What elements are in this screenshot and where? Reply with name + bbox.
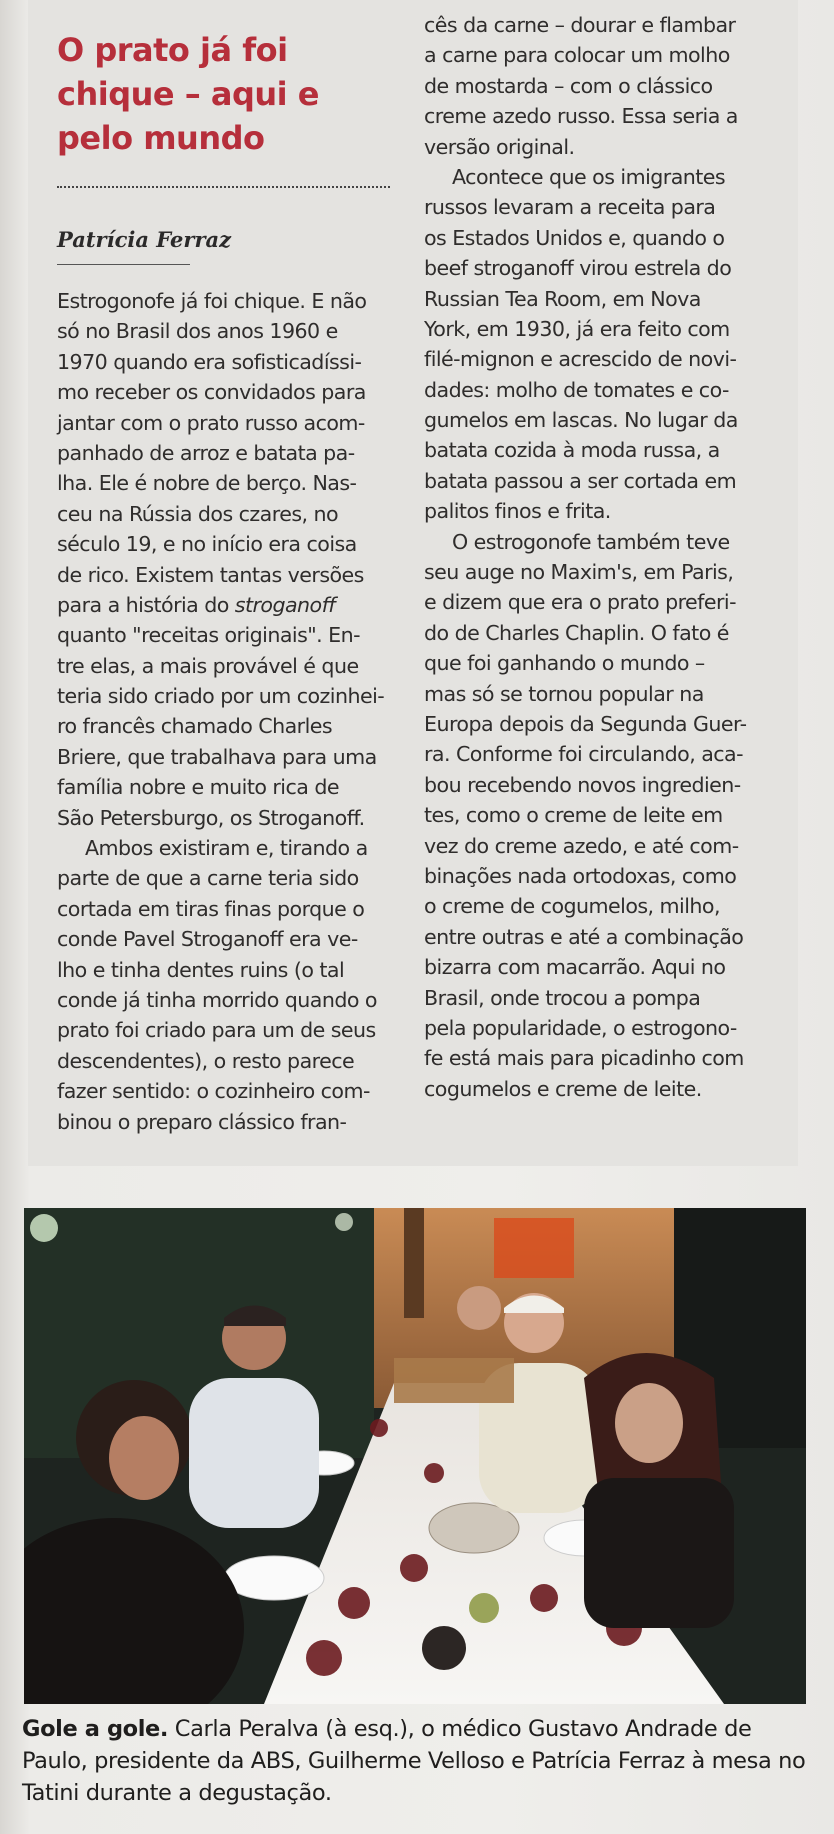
article-line: pela popularidade, o estrogono- xyxy=(424,1015,737,1040)
restaurant-photo-illustration xyxy=(24,1208,806,1704)
article-line: jantar com o prato russo acom- xyxy=(57,410,365,435)
article-line: ro francês chamado Charles xyxy=(57,714,333,739)
article-line: de rico. Existem tantas versões xyxy=(57,562,364,587)
article-line: que foi ganhando o mundo – xyxy=(424,651,705,676)
article-line: só no Brasil dos anos 1960 e xyxy=(57,319,338,344)
article-line: mas só se tornou popular na xyxy=(424,681,704,706)
article-line: ceu na Rússia dos czares, no xyxy=(57,501,339,526)
article-line: ra. Conforme foi circulando, aca- xyxy=(424,742,743,767)
article-line: creme azedo russo. Essa seria a xyxy=(424,104,738,129)
article-line: conde Pavel Stroganoff era ve- xyxy=(57,927,358,952)
article-line: entre outras e até a combinação xyxy=(424,924,744,949)
article-line: versão original. xyxy=(424,134,575,159)
article-line: bizarra com macarrão. Aqui no xyxy=(424,955,726,980)
article-line: tre elas, a mais provável é que xyxy=(57,653,359,678)
article-line: São Petersburgo, os Stroganoff. xyxy=(57,805,365,830)
article-line: fe está mais para picadinho com xyxy=(424,1046,744,1071)
article-line: tes, como o creme de leite em xyxy=(424,803,723,828)
article-line: gumelos em lascas. No lugar da xyxy=(424,408,738,433)
title-divider xyxy=(57,186,390,188)
article-line: Brasil, onde trocou a pompa xyxy=(424,985,701,1010)
article-line: lho e tinha dentes ruins (o tal xyxy=(57,957,345,982)
dinner-photo xyxy=(24,1208,806,1704)
article-line: seu auge no Maxim's, em Paris, xyxy=(424,560,734,585)
photo-caption xyxy=(22,1713,812,1809)
article-line: cortada em tiras finas porque o xyxy=(57,896,365,921)
title-line: chique – aqui e xyxy=(57,75,319,113)
article-title xyxy=(57,28,377,160)
article-line: quanto "receitas originais". En- xyxy=(57,623,361,648)
article-line: século 19, e no início era coisa xyxy=(57,532,357,557)
article-line: mo receber os convidados para xyxy=(57,380,366,405)
article-line: batata cozida à moda russa, a xyxy=(424,438,720,463)
article-line: cogumelos e creme de leite. xyxy=(424,1076,702,1101)
article-line: conde já tinha morrido quando o xyxy=(57,987,377,1012)
article-line: Russian Tea Room, em Nova xyxy=(424,286,701,311)
article-column-right xyxy=(424,10,746,1104)
article-line: lha. Ele é nobre de berço. Nas- xyxy=(57,471,357,496)
article-line: de mostarda – com o clássico xyxy=(424,73,713,98)
article-line: binou o preparo clássico fran- xyxy=(57,1109,347,1134)
article-line: palitos finos e frita. xyxy=(424,499,611,524)
article-line: a carne para colocar um molho xyxy=(424,43,730,68)
article-line: binações nada ortodoxas, como xyxy=(424,863,737,888)
article-line: teria sido criado por um cozinhei- xyxy=(57,684,385,709)
article-line: para a história do stroganoff xyxy=(57,592,336,617)
caption-text: Carla Peralva (à esq.), o médico Gustavo Andrade de Paulo, presidente da ABS, Guilherme Velloso e Patrícia Ferraz à mesa no Tatini durante a degustação. xyxy=(22,1716,806,1806)
article-line: vez do creme azedo, e até com- xyxy=(424,833,739,858)
article-line: beef stroganoff virou estrela do xyxy=(424,256,732,281)
byline-divider xyxy=(57,264,190,265)
article-line: filé-mignon e acrescido de novi- xyxy=(424,347,737,372)
article-line: descendentes), o resto parece xyxy=(57,1048,355,1073)
article-line: York, em 1930, já era feito com xyxy=(424,316,730,341)
article-line: prato foi criado para um de seus xyxy=(57,1018,376,1043)
title-line: O prato já foi xyxy=(57,31,288,69)
article-line: 1970 quando era sofisticadíssi- xyxy=(57,349,362,374)
article-line: do de Charles Chaplin. O fato é xyxy=(424,620,729,645)
article-line: Acontece que os imigrantes xyxy=(452,164,726,189)
article-line: Europa depois da Segunda Guer- xyxy=(424,711,747,736)
article-line: o creme de cogumelos, milho, xyxy=(424,894,720,919)
article-line: batata passou a ser cortada em xyxy=(424,468,737,493)
author-byline: Patrícia Ferraz xyxy=(57,227,232,252)
article-line: os Estados Unidos e, quando o xyxy=(424,225,725,250)
article-line: Ambos existiram e, tirando a xyxy=(85,836,368,861)
title-line: pelo mundo xyxy=(57,119,265,157)
article-line: panhado de arroz e batata pa- xyxy=(57,440,355,465)
article-line: O estrogonofe também teve xyxy=(452,529,730,554)
article-line: família nobre e muito rica de xyxy=(57,775,339,800)
article-line: russos levaram a receita para xyxy=(424,195,716,220)
caption-lead: Gole a gole. xyxy=(22,1716,169,1742)
article-line: Briere, que trabalhava para uma xyxy=(57,744,377,769)
article-line: dades: molho de tomates e co- xyxy=(424,377,729,402)
article-line: cês da carne – dourar e flambar xyxy=(424,13,736,37)
article-line: parte de que a carne teria sido xyxy=(57,866,359,891)
article-line: Estrogonofe já foi chique. E não xyxy=(57,289,367,313)
article-column-left xyxy=(57,286,384,1137)
article-line: fazer sentido: o cozinheiro com- xyxy=(57,1079,370,1104)
article-line: bou recebendo novos ingredien- xyxy=(424,772,741,797)
article-line: e dizem que era o prato preferi- xyxy=(424,590,736,615)
